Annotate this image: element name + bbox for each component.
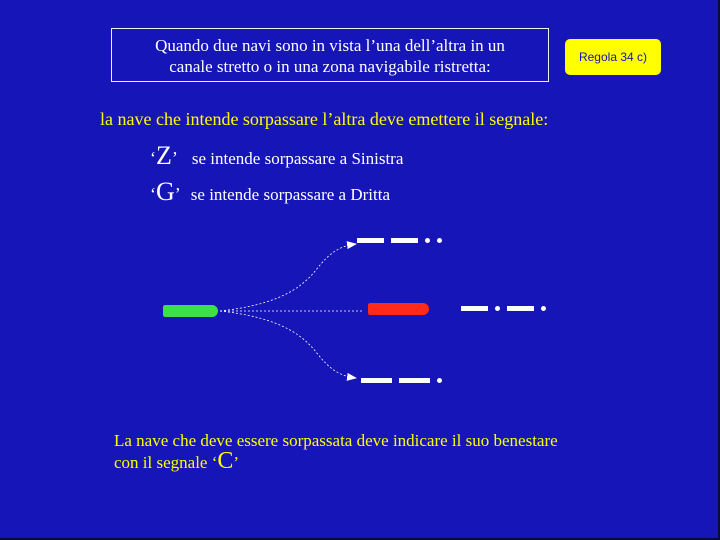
footer-close-quote: ’ — [233, 453, 240, 472]
rule-statement: la nave che intende sorpassare l’altra deve emettere il segnale: — [100, 109, 549, 129]
signal-description: se intende sorpassare a Sinistra — [191, 149, 404, 168]
morse-signal-c — [461, 302, 546, 314]
morse-dot — [541, 306, 546, 311]
footer-text: La nave che deve essere sorpassata deve indicare il suo benestare con il segnale — [114, 431, 558, 472]
morse-dot — [437, 238, 442, 243]
overtaking-ship — [163, 305, 218, 317]
morse-signal-g — [361, 374, 442, 386]
header-line-2: canale stretto o in una zona navigabile ristretta: — [169, 57, 491, 76]
morse-dash — [399, 378, 430, 383]
footer-signal-letter: C — [217, 448, 234, 474]
signal-letter: G — [156, 177, 175, 206]
path-to-left-arrow — [220, 244, 356, 311]
morse-dash — [391, 238, 418, 243]
signal-close-quote: ’ — [174, 184, 181, 204]
footer-note — [114, 430, 584, 473]
signal-open-quote: ‘ — [150, 148, 156, 168]
signal-description: se intende sorpassare a Dritta — [190, 185, 390, 204]
morse-dot — [425, 238, 430, 243]
morse-dot — [437, 378, 442, 383]
morse-dash — [361, 378, 392, 383]
header-line-1: Quando due navi sono in vista l’una dell’altra in un — [155, 36, 505, 55]
signal-close-quote: ’ — [171, 148, 178, 168]
morse-signal-z — [357, 234, 442, 246]
morse-dash — [357, 238, 384, 243]
footer-open-quote: ‘ — [211, 453, 218, 472]
path-to-right-arrow — [220, 311, 356, 378]
morse-dot — [495, 306, 500, 311]
morse-dash — [507, 306, 534, 311]
overtaken-ship — [368, 303, 429, 315]
signal-letter: Z — [156, 141, 172, 170]
rule-badge: Regola 34 c) — [565, 39, 661, 75]
signal-open-quote: ‘ — [150, 184, 156, 204]
morse-dash — [461, 306, 488, 311]
